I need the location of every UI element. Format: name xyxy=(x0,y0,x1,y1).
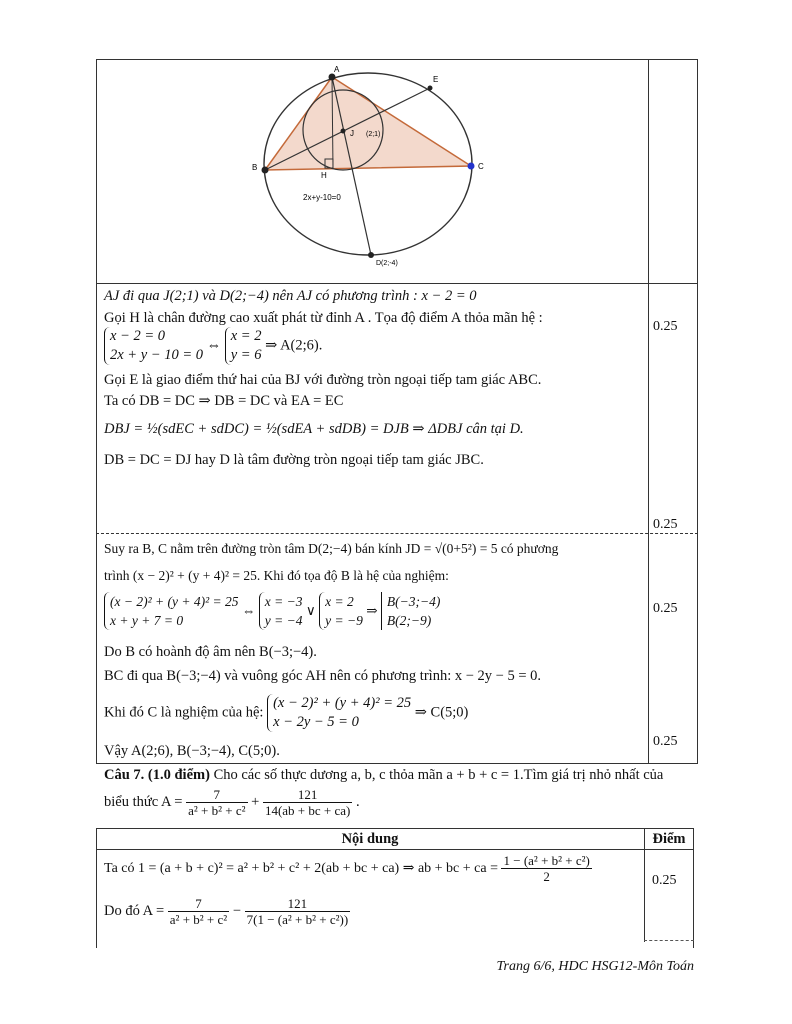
system-b-eq2: y = 6 xyxy=(230,347,262,363)
system-b-eq1: x = 2 xyxy=(230,328,262,344)
r2-frac1-den: a² + b² + c² xyxy=(169,912,228,927)
block1-score2: 0.25 xyxy=(653,517,678,532)
label-d: D(2;-4) xyxy=(376,260,398,267)
label-e: E xyxy=(433,75,439,84)
table2-header-score: Điểm xyxy=(652,831,686,847)
table2-bottom-dashed xyxy=(644,940,694,941)
table2-row2: Do đó A = $\frac{7}{\text{a² + b² + c²}}$ − $\frac{121}{\text{7(1 − (a² + b² + c²))}}$ xyxy=(104,896,349,927)
label-j-coord: (2;1) xyxy=(366,131,381,138)
result-b2: B(2;−9) xyxy=(386,613,432,628)
result-b1: B(−3;−4) xyxy=(386,594,441,609)
page-footer: Trang 6/6, HDC HSG12-Môn Toán xyxy=(496,959,694,974)
table1-score-column-divider xyxy=(648,59,649,764)
table2-row1 xyxy=(104,853,592,884)
table2-header-content: Nội dung xyxy=(341,831,399,847)
question7-text2: biểu thức A = xyxy=(104,794,187,810)
point-e xyxy=(428,86,433,91)
point-j xyxy=(341,129,346,134)
table1-row-divider xyxy=(96,283,698,284)
label-c: C xyxy=(478,162,484,171)
block2-line2: trình (x − 2)² + (y + 4)² = 25. Khi đó tọa độ B là hệ của nghiệm: xyxy=(104,568,449,583)
system-c-block xyxy=(104,694,468,732)
block1-line7: DB = DC = DJ hay D là tâm đường tròn ngoại tiếp tam giác JBC. xyxy=(104,452,484,468)
system-a-eq1: x − 2 = 0 xyxy=(110,328,166,344)
point-d xyxy=(368,252,374,258)
system-4-eq2: x − 2y − 5 = 0 xyxy=(273,714,359,730)
r2-frac2-den: 7(1 − (a² + b² + c²)) xyxy=(246,912,349,927)
geometry-figure xyxy=(240,62,500,272)
q7-frac1-num: 7 xyxy=(186,787,247,803)
point-c xyxy=(468,163,475,170)
system-4-eq1: (x − 2)² + (y + 4)² = 25 xyxy=(273,695,412,711)
system-1-eq1: (x − 2)² + (y + 4)² = 25 xyxy=(110,594,239,609)
block2-line5: BC đi qua B(−3;−4) và vuông góc AH nên có phương trình: x − 2y − 5 = 0. xyxy=(104,668,542,684)
question7-text: Cho các số thực dương a, b, c thỏa mãn a + b + c = 1.Tìm giá trị nhỏ nhất của xyxy=(209,767,664,783)
label-b: B xyxy=(252,163,258,172)
block2-line6: Khi đó C là nghiệm của hệ: xyxy=(104,704,264,721)
question7-line2: biểu thức A = $\frac{7}{\text{a² + b² + c²}}$ + $\frac{121}{14(ab + bc + ca)}$ . xyxy=(104,787,360,818)
q7-frac2-num: 121 xyxy=(263,787,352,803)
result-c: ⇒ C(5;0) xyxy=(414,704,469,721)
block1-line1: AJ đi qua J(2;1) và D(2;−4) nên AJ có phương trình : x − 2 = 0 xyxy=(104,288,477,304)
table1-dashed-divider xyxy=(96,533,698,534)
table2-header-divider xyxy=(96,849,694,850)
system-a: x − 2 = 0 2x + y − 10 = 0 ⇔ x = 2 y = 6 ⇒ A(2;6). xyxy=(104,327,322,365)
q7-frac1-den: a² + b² + c² xyxy=(188,803,246,818)
label-j: J xyxy=(350,129,354,138)
block1-line5: Ta có DB = DC ⇒ DB = DC và EA = EC xyxy=(104,393,344,409)
result-a: ⇒ A(2;6). xyxy=(265,337,323,354)
system-1-eq2: x + y + 7 = 0 xyxy=(110,613,184,628)
block1-line2: Gọi H là chân đường cao xuất phát từ đỉnh A . Tọa độ điểm A thỏa mãn hệ : xyxy=(104,310,543,326)
triangle-abc xyxy=(265,77,471,170)
block2-score2: 0.25 xyxy=(653,734,678,749)
point-a xyxy=(329,74,336,81)
label-a: A xyxy=(334,65,340,74)
system-2-eq1: x = −3 xyxy=(264,594,303,609)
point-b xyxy=(262,167,269,174)
block1-score1: 0.25 xyxy=(653,319,678,334)
system-a-eq2: 2x + y − 10 = 0 xyxy=(110,347,203,363)
label-line-eq: 2x+y-10=0 xyxy=(303,193,341,202)
block1-line4: Gọi E là giao điểm thứ hai của BJ với đường tròn ngoại tiếp tam giác ABC. xyxy=(104,372,542,388)
r1-frac-den: 2 xyxy=(543,869,550,884)
question7-line1 xyxy=(104,766,663,784)
r1-frac-num: 1 − (a² + b² + c²) xyxy=(503,853,590,868)
system-b-block: (x − 2)² + (y + 4)² = 25 x + y + 7 = 0 ⇔ x = −3 y = −4 ∨ x = 2 y = −9 ⇒ B(−3;−4) B(2;−9) xyxy=(104,592,440,630)
table2-row2-text: Do đó A = xyxy=(104,903,168,919)
table2-row1-text: Ta có 1 = (a + b + c)² = a² + b² + c² + 2(ab + bc + ca) ⇒ ab + bc + ca = xyxy=(104,861,502,876)
block2-line4: Do B có hoành độ âm nên B(−3;−4). xyxy=(104,644,317,660)
table2-score: 0.25 xyxy=(652,873,677,888)
block2-score1: 0.25 xyxy=(653,601,678,616)
q7-frac2-den: 14(ab + bc + ca) xyxy=(264,803,351,818)
block1-line6: DBJ = ½(sdEC + sdDC) = ½(sdEA + sdDB) = DJB ⇒ ΔDBJ cân tại D. xyxy=(104,421,524,437)
label-h: H xyxy=(321,171,327,180)
system-2-eq2: y = −4 xyxy=(264,613,303,628)
r2-frac1-num: 7 xyxy=(168,896,229,912)
r2-frac2-num: 121 xyxy=(245,896,351,912)
block2-line1: Suy ra B, C nằm trên đường tròn tâm D(2;−4) bán kính JD = √(0+5²) = 5 có phương xyxy=(104,541,559,556)
system-3-eq2: y = −9 xyxy=(325,613,363,628)
block2-line7: Vậy A(2;6), B(−3;−4), C(5;0). xyxy=(104,743,280,759)
question7-title: Câu 7. (1.0 điểm) xyxy=(104,767,210,783)
system-3-eq1: x = 2 xyxy=(325,594,354,609)
